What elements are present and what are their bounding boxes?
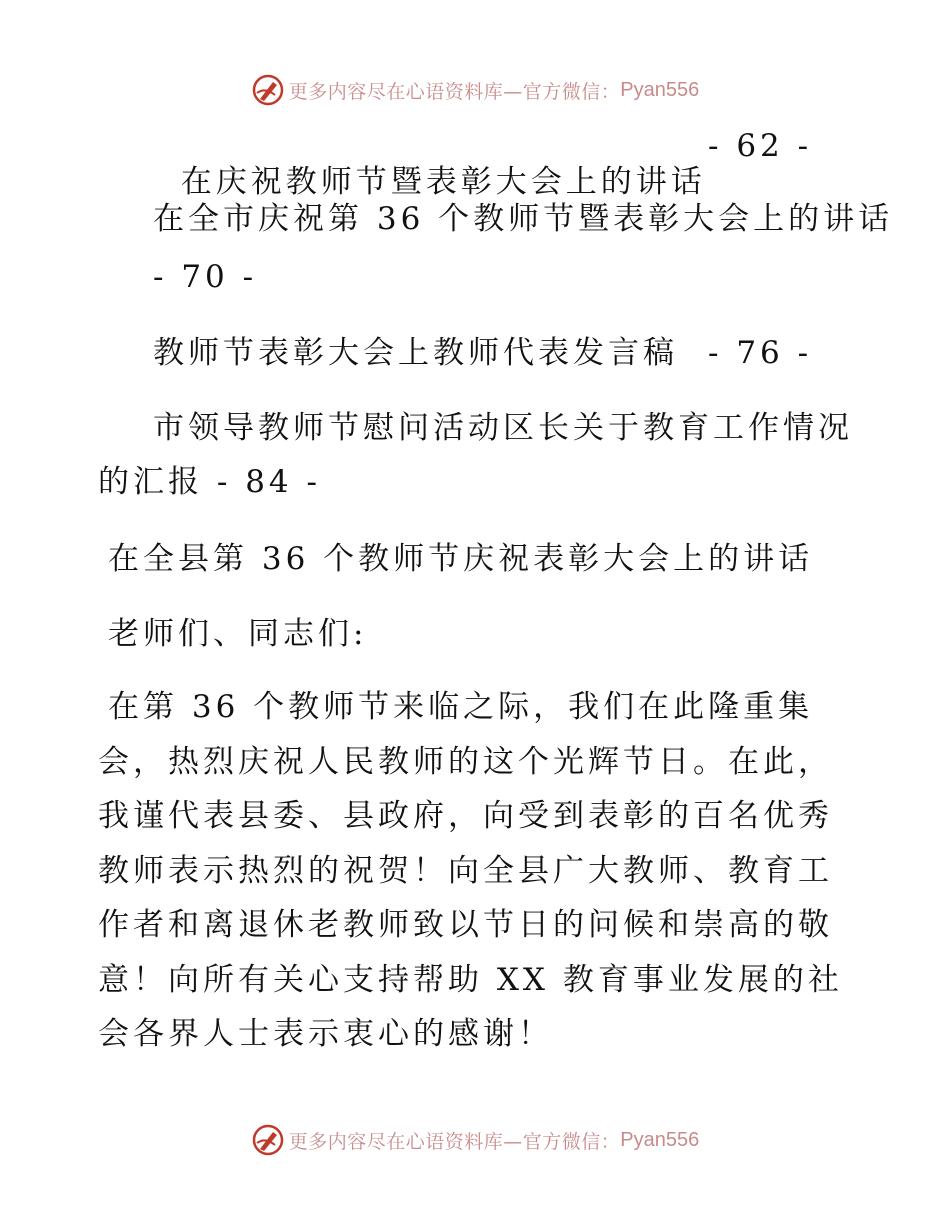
toc-entry-title: 的汇报 [98, 464, 203, 500]
toc-entry-1 [153, 128, 706, 200]
toc-entry-4-continued [98, 464, 321, 500]
toc-entry-page: - 84 - [216, 464, 321, 500]
watermark-header [0, 70, 950, 110]
pen-logo-icon [251, 1123, 285, 1157]
toc-entry-2: 在全市庆祝第 36 个教师节暨表彰大会上的讲话 [153, 201, 894, 237]
speech-salutation: 老师们、同志们: [108, 616, 368, 652]
watermark-footer [0, 1120, 950, 1160]
toc-entry-page: - 70 - [153, 259, 258, 295]
toc-entry-3: 教师节表彰大会上教师代表发言稿 [153, 335, 678, 371]
watermark-wechat-id: Pyan556 [620, 78, 700, 101]
speech-paragraph: 在第 36 个教师节来临之际，我们在此隆重集会，热烈庆祝人民教师的这个光辉节日。在此，我谨代表县委、县政府，向受到表彰的百名优秀教师表示热烈的祝贺！向全县广大教师、教育工作者和离退休老教师致以节日的问候和崇高的敬意！向所有关心支持帮助 XX 教育事业发展的社会各界人士表示衷心的感谢！ [98, 689, 843, 1052]
toc-entry-title: 在庆祝教师节暨表彰大会上的讲话 [180, 164, 706, 200]
toc-entry-page: - 62 - [708, 128, 813, 164]
speech-title: 在全县第 36 个教师节庆祝表彰大会上的讲话 [108, 541, 814, 577]
watermark-wechat-id: Pyan556 [620, 1128, 700, 1151]
watermark-text: 更多内容尽在心语资料库—官方微信： [288, 80, 621, 103]
watermark-text: 更多内容尽在心语资料库—官方微信： [288, 1130, 621, 1153]
pen-logo-icon [251, 73, 285, 107]
toc-entry-4: 市领导教师节慰问活动区长关于教育工作情况 [153, 410, 853, 446]
toc-entry-page: - 76 - [708, 335, 813, 371]
